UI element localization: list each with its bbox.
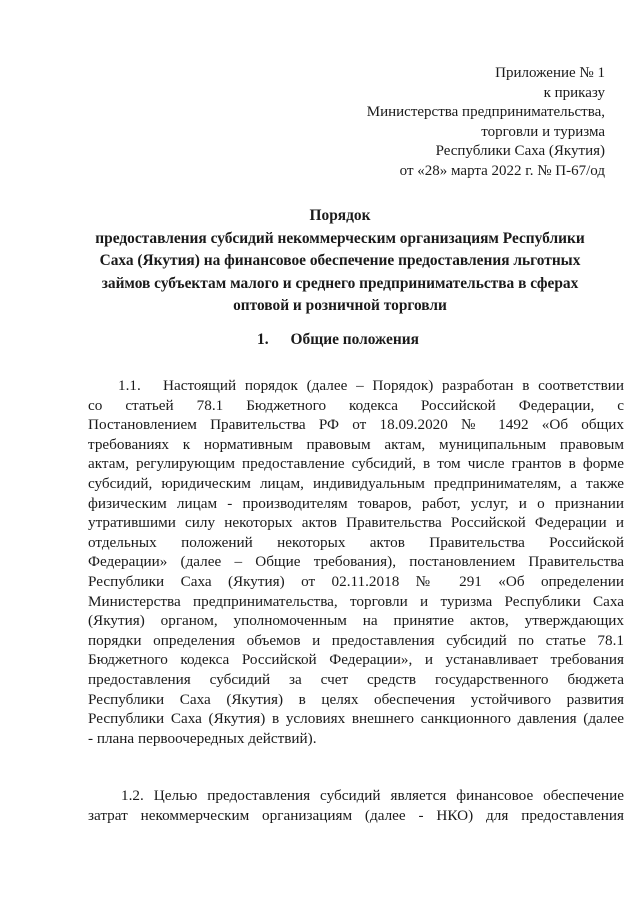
appendix-date-number: от «28» марта 2022 г. № П-67/од <box>399 162 605 179</box>
text-line: порядки определения объемов и предоставления субсидий по статье 78.1 <box>88 631 624 649</box>
text-line: (Якутия) органом, уполномоченным на принятие актов, утверждающих <box>88 612 624 630</box>
paragraph-1-2 <box>88 786 624 825</box>
title-line: предоставления субсидий некоммерческим организациям Республики <box>95 229 585 247</box>
text-line: требованиях к нормативным правовым актам, муниципальным правовым <box>88 435 624 453</box>
text-line: затрат некоммерческим организациям (далее - НКО) для предоставления <box>88 806 624 824</box>
text-line: предоставления субсидий за счет средств государственного бюджета <box>88 670 624 688</box>
text-line: Республики Саха (Якутия) в целях обеспечения устойчивого развития <box>88 690 624 708</box>
text-line: 1.2. Целью предоставления субсидий является финансовое обеспечение <box>121 787 624 804</box>
section-number: 1. <box>257 331 269 348</box>
text-line: субсидий, юридическим лицам, индивидуальным предпринимателям, а также <box>88 474 624 492</box>
appendix-ministry-line-2: торговли и туризма <box>481 123 605 140</box>
text-line: актам, регулирующим предоставление субсидий, в том числе грантов в форме <box>88 455 624 473</box>
text-line: утратившими силу некоторых актов Правительства Российской Федерации и <box>88 514 624 532</box>
title-line: Порядок <box>309 207 371 224</box>
text-line: - плана первоочередных действий). <box>88 729 317 747</box>
appendix-order-ref: к приказу <box>543 84 605 101</box>
appendix-republic: Республики Саха (Якутия) <box>435 143 605 159</box>
text-line: со статьей 78.1 Бюджетного кодекса Российской Федерации, с <box>88 396 624 414</box>
appendix-ministry-line-1: Министерства предпринимательства, <box>366 104 605 120</box>
appendix-number: Приложение № 1 <box>495 65 605 81</box>
text-line: Бюджетного кодекса Российской Федерации», и устанавливает требования <box>88 651 624 669</box>
clause-number: 1.1. <box>118 377 141 394</box>
text-line: физическим лицам - производителям товаров, работ, услуг, и о признании <box>88 494 624 512</box>
text-line: Республики Саха (Якутия) в условиях внешнего санкционного давления (далее <box>88 710 624 728</box>
appendix-header <box>275 64 605 181</box>
text-line: отдельных положений некоторых актов Правительства Российской <box>88 533 624 551</box>
title-line: оптовой и розничной торговли <box>233 297 447 314</box>
text-line: Республики Саха (Якутия) от 02.11.2018 № 291 «Об определении <box>88 572 624 590</box>
title-line: Саха (Якутия) на финансовое обеспечение предоставления льготных <box>99 252 581 269</box>
text-line: Постановлением Правительства РФ от 18.09.2020 № 1492 «Об общих <box>88 416 624 434</box>
text-line: Министерства предпринимательства, торговли и туризма Республики Саха <box>88 592 624 610</box>
title-line: займов субъектам малого и среднего предпринимательства в сферах <box>101 274 579 292</box>
section-title: Общие положения <box>290 331 419 348</box>
text-line: 1.1. Настоящий порядок (далее – Порядок) разработан в соответствии <box>118 377 624 394</box>
document-title <box>60 205 620 318</box>
section-heading <box>257 331 419 349</box>
paragraph-1-1 <box>88 376 624 748</box>
text-line: Федерации» (далее – Общие требования), постановлением Правительства <box>88 553 624 571</box>
